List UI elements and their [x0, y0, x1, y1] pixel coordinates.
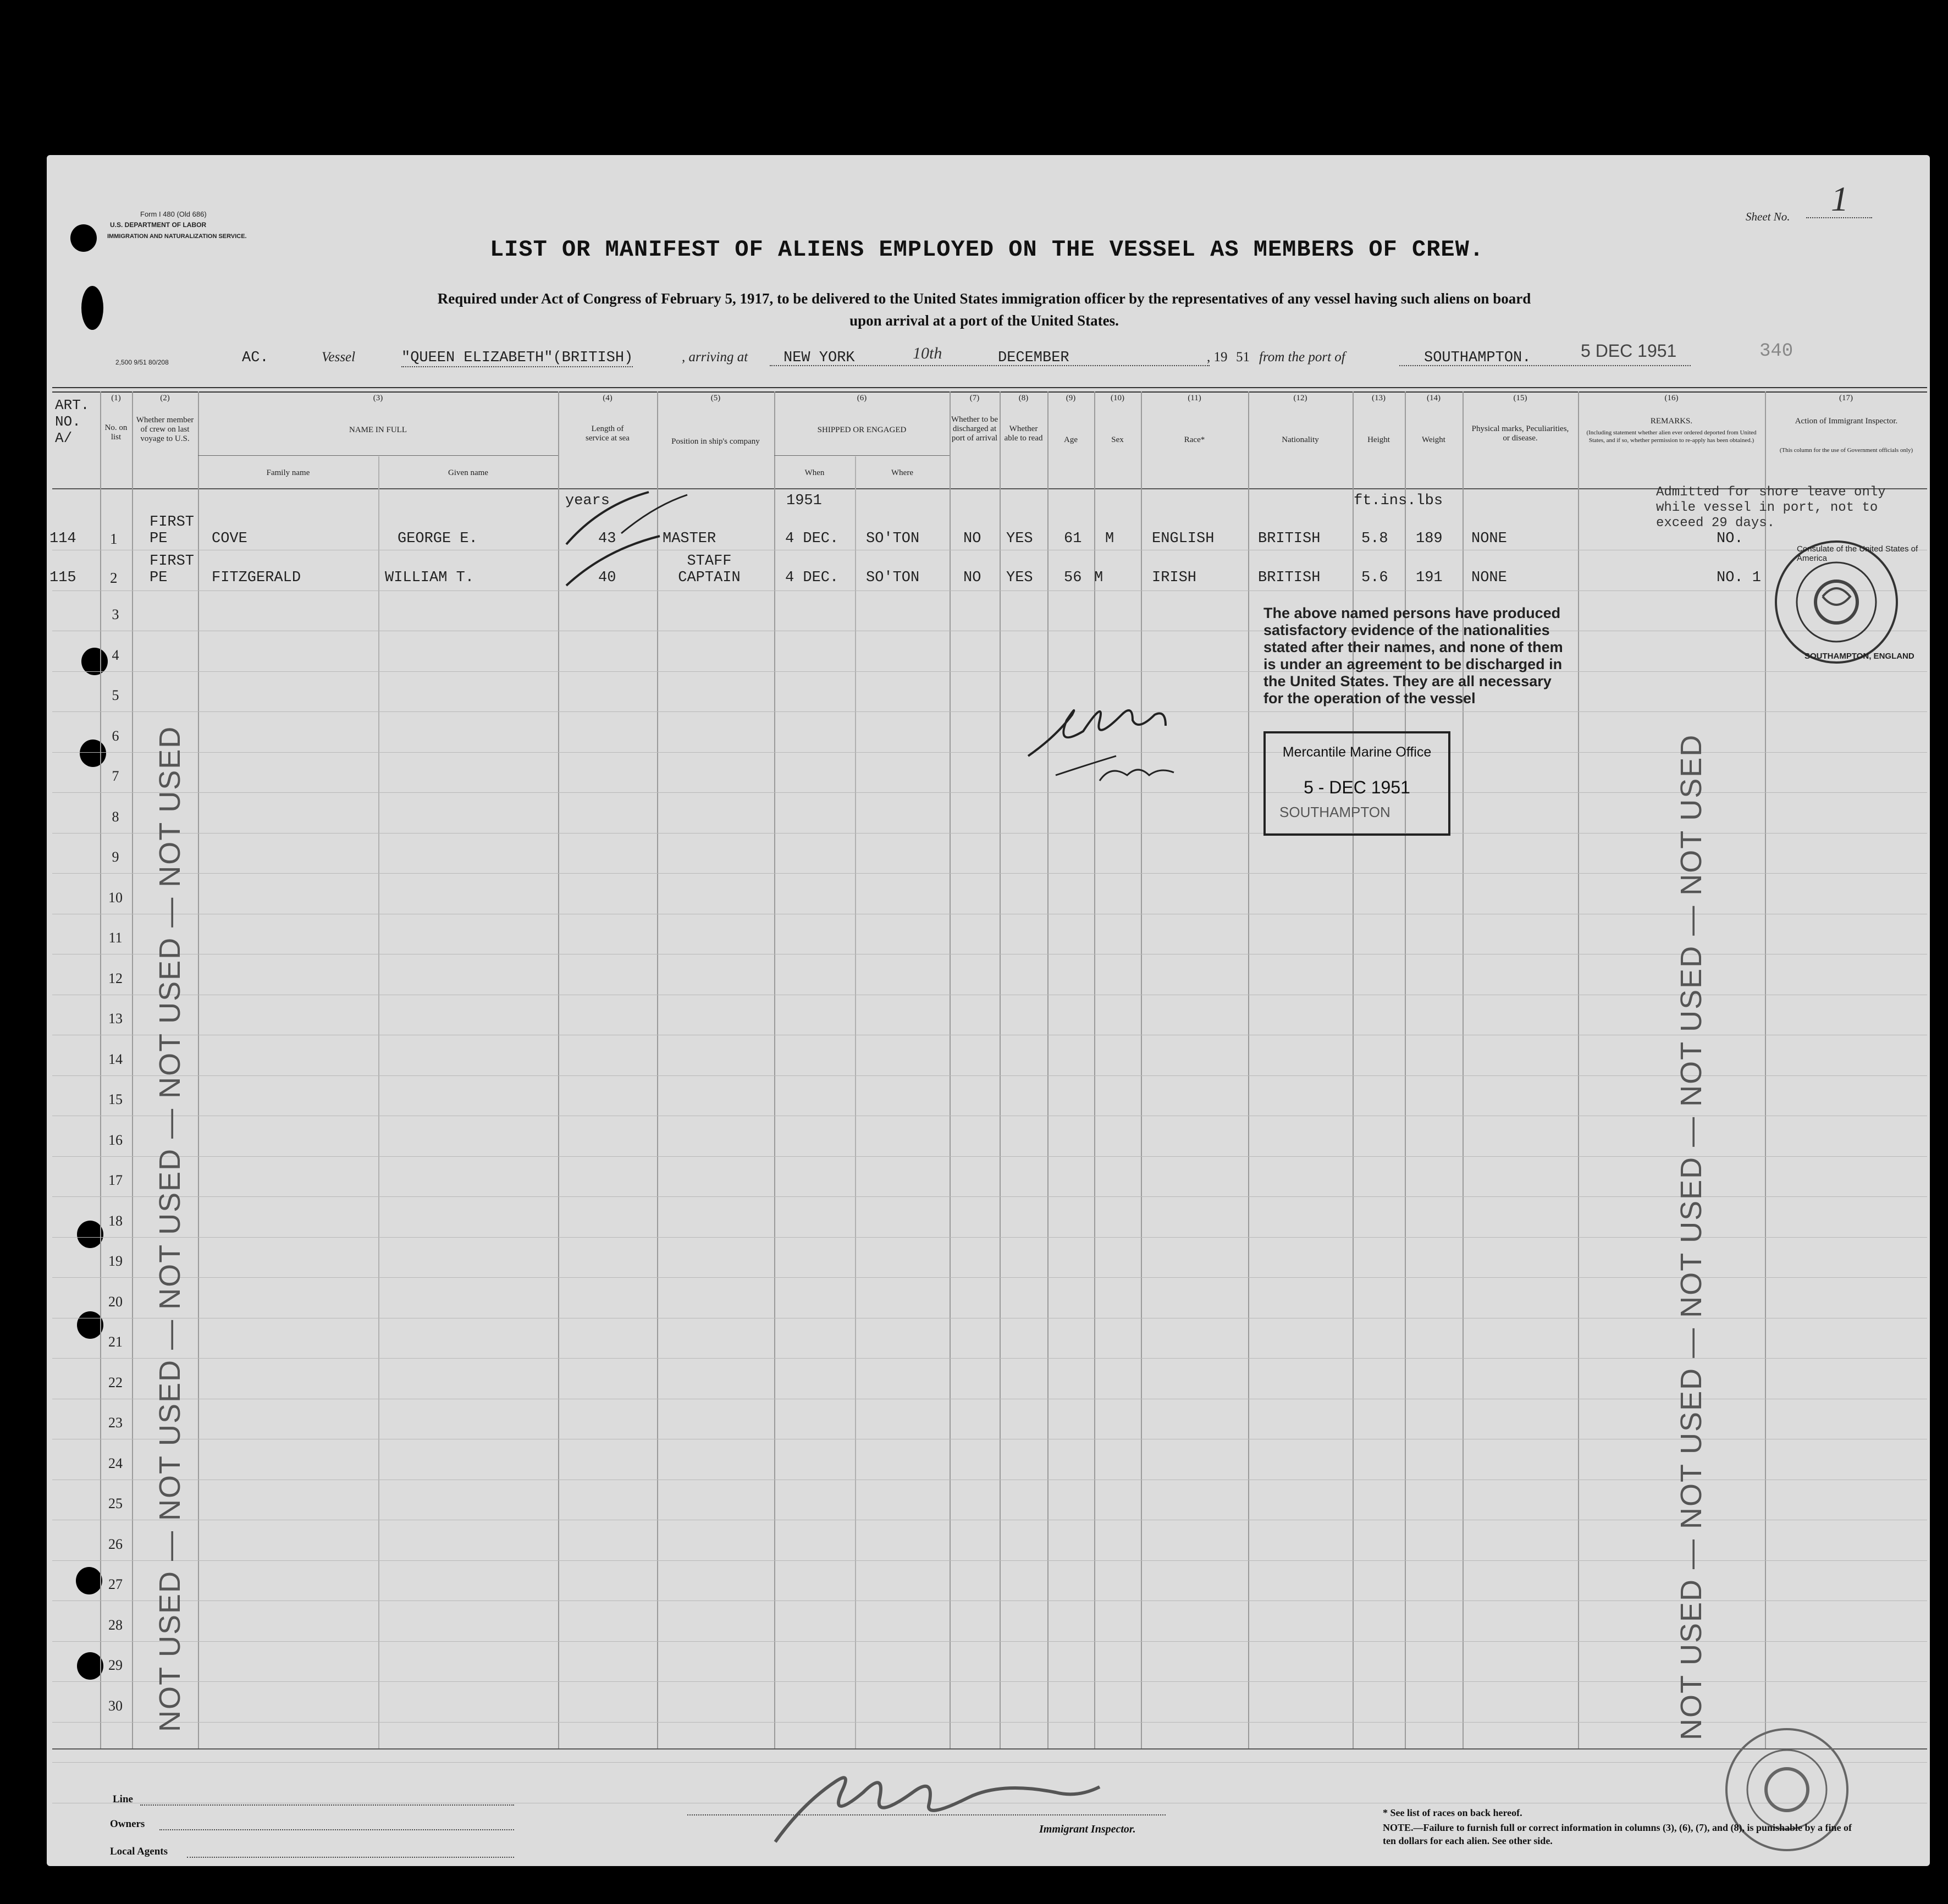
footer-line-label: Line — [113, 1793, 133, 1805]
page-title: LIST OR MANIFEST OF ALIENS EMPLOYED ON THE VESSEL AS MEMBERS OF CREW. — [489, 236, 1485, 263]
col-7-number: (7) — [969, 394, 980, 402]
vessel-label: Vessel — [322, 350, 356, 365]
col-13-number: (13) — [1372, 394, 1386, 402]
col-12-number: (12) — [1293, 394, 1307, 402]
col-14-header: Weight — [1422, 435, 1445, 444]
col-8-number: (8) — [1018, 394, 1029, 402]
row-number: 7 — [112, 768, 119, 784]
col-6-where-header: Where — [891, 468, 913, 477]
departure-port: SOUTHAMPTON. — [1424, 350, 1531, 366]
ac-label: AC. — [242, 350, 269, 366]
nationality-certification: The above named persons have produced satisfactory evidence of the nationalities stated after their names, and none of them is under an agreement to be discharged in the United States. They are all necessary for the operation of the vessel — [1263, 605, 1563, 707]
form-number: Form I 480 (Old 686) — [140, 210, 207, 218]
row-rule — [52, 1681, 1927, 1682]
row-rule — [52, 711, 1927, 712]
row-number: 28 — [108, 1616, 123, 1633]
row-rule — [52, 752, 1927, 753]
row-2-where: SO'TON — [866, 570, 920, 586]
row-2-sex: M — [1094, 570, 1103, 586]
print-code: 2,500 9/51 80/208 — [115, 358, 169, 366]
consulate-seal-top: Consulate of the United States of America — [1797, 544, 1918, 563]
col-7-header: Whether to be discharged at port of arrival — [951, 415, 998, 443]
consulate-seal-bottom: SOUTHAMPTON, ENGLAND — [1804, 652, 1914, 661]
row-number: 18 — [108, 1212, 123, 1229]
row-rule — [52, 1196, 1927, 1197]
row-number: 9 — [112, 849, 119, 865]
row-1-no: 1 — [110, 531, 118, 547]
row-number: 22 — [108, 1374, 123, 1390]
col-15-header: Physical marks, Peculiarities, or disease. — [1471, 424, 1569, 443]
row-number: 6 — [112, 727, 119, 744]
handwritten-service-marks — [555, 484, 698, 594]
remarks-note: Admitted for shore leave only while vessel in port, not to exceed 29 days. — [1656, 485, 1886, 531]
row-1-discharged: NO — [963, 531, 981, 547]
row-rule — [52, 1722, 1927, 1723]
row-2-marks: NONE — [1471, 570, 1507, 586]
col-3-family-header: Family name — [266, 468, 310, 477]
row-number: 21 — [108, 1334, 123, 1350]
row-1-weight: 189 — [1416, 531, 1443, 547]
row-2-family-name: FITZGERALD — [212, 570, 301, 586]
row-2-when: 4 DEC. — [785, 570, 839, 586]
col-17-header: Action of Immigrant Inspector. — [1795, 417, 1898, 426]
row-number: 11 — [108, 930, 123, 946]
row-1-where: SO'TON — [866, 531, 920, 547]
col-11-number: (11) — [1188, 394, 1201, 402]
col-12-header: Nationality — [1282, 435, 1319, 444]
row-2-nationality: BRITISH — [1258, 570, 1321, 586]
col-2-header: Whether member of crew on last voyage to U.S. — [136, 416, 194, 443]
sheet-code: 340 — [1759, 341, 1794, 362]
row-1-height: 5.8 — [1361, 531, 1388, 547]
arrival-day: 10th — [913, 344, 942, 362]
row-1-position: MASTER — [663, 531, 716, 547]
row-1-age: 61 — [1064, 531, 1082, 547]
art-code: A/ — [55, 430, 73, 446]
col-4-number: (4) — [603, 394, 612, 402]
row-rule — [52, 792, 1927, 793]
row-2-no: 2 — [110, 570, 118, 586]
row-rule — [52, 1641, 1927, 1642]
row-2-given-name: WILLIAM T. — [385, 570, 474, 586]
shipped-year: 1951 — [786, 493, 822, 509]
row-2-height: 5.6 — [1361, 570, 1388, 586]
row-number: 10 — [108, 889, 123, 906]
col-5-number: (5) — [710, 394, 721, 402]
row-2-weight: 191 — [1416, 570, 1443, 586]
art-no-label: NO. — [55, 413, 81, 430]
row-rule — [52, 1156, 1927, 1157]
row-number: 8 — [112, 808, 119, 825]
col-11-header: Race* — [1184, 435, 1205, 444]
row-rule — [52, 1277, 1927, 1278]
row-1-read: YES — [1006, 531, 1033, 547]
row-number: 15 — [108, 1091, 123, 1107]
arriving-label: , arriving at — [682, 350, 748, 365]
col-9-header: Age — [1064, 435, 1078, 444]
col-3-number: (3) — [373, 394, 383, 402]
row-number: 24 — [108, 1455, 123, 1471]
arrival-month: DECEMBER — [998, 350, 1069, 366]
sheet-label: Sheet No. — [1746, 210, 1790, 223]
footer-owners-label: Owners — [110, 1818, 145, 1830]
row-1-marks: NONE — [1471, 531, 1507, 547]
row-rule — [52, 1560, 1927, 1561]
inspector-label: Immigrant Inspector. — [1039, 1823, 1136, 1835]
service-label: IMMIGRATION AND NATURALIZATION SERVICE. — [107, 233, 247, 240]
punch-hole — [81, 286, 103, 330]
race-note: * See list of races on back hereof. — [1383, 1807, 1522, 1818]
year-prefix: , 19 — [1207, 350, 1228, 365]
col-2-number: (2) — [160, 394, 170, 402]
col-16-subheader: (Including statement whether alien ever ordered deported from United States, and if so, whether permission to re-apply has been obtained.) — [1586, 429, 1757, 444]
col-17-number: (17) — [1839, 394, 1853, 402]
row-2-age: 56 — [1064, 570, 1082, 586]
col-1-number: (1) — [111, 394, 121, 402]
footer-agents-label: Local Agents — [110, 1846, 168, 1857]
not-used-stamp-left: NOT USED — NOT USED — NOT USED — NOT USED — NOT USED — [153, 725, 186, 1732]
col-6-header: SHIPPED OR ENGAGED — [817, 426, 907, 434]
row-number: 16 — [108, 1132, 123, 1148]
row-2-last-voyage: FIRST PE — [150, 553, 195, 586]
subtitle-line-2: upon arrival at a port of the United States. — [849, 312, 1119, 329]
from-port-label: from the port of — [1259, 350, 1345, 365]
inspector-signature — [770, 1748, 1111, 1858]
col-3-given-header: Given name — [448, 468, 488, 477]
col-3-header: NAME IN FULL — [349, 426, 407, 434]
master-signature — [1023, 682, 1221, 792]
col-1-header: No. on list — [104, 423, 128, 441]
row-number: 20 — [108, 1293, 123, 1310]
punch-hole — [76, 1567, 102, 1594]
col-16-header: REMARKS. — [1650, 417, 1693, 426]
row-1-nationality: BRITISH — [1258, 531, 1321, 547]
row-number: 4 — [112, 647, 119, 663]
row-number: 13 — [108, 1011, 123, 1026]
year-value: 51 — [1236, 350, 1250, 365]
row-number: 14 — [108, 1051, 123, 1067]
row-rule — [52, 873, 1927, 874]
row-1-race: ENGLISH — [1152, 531, 1215, 547]
row-rule — [52, 590, 1927, 591]
col-15-number: (15) — [1513, 394, 1527, 402]
manifest-sheet — [47, 155, 1930, 1866]
row-number: 27 — [108, 1576, 123, 1592]
row-number: 3 — [112, 606, 119, 622]
row-1-last-voyage: FIRST PE — [150, 514, 195, 547]
row-1-family-name: COVE — [212, 531, 247, 547]
punch-hole — [70, 224, 97, 252]
service-unit: years — [565, 493, 610, 509]
row-1-sex: M — [1105, 531, 1114, 547]
row-rule — [52, 1358, 1927, 1359]
col-10-header: Sex — [1111, 435, 1124, 444]
row-1-when: 4 DEC. — [785, 531, 839, 547]
row-1-action: NO. — [1717, 531, 1743, 547]
row-number: 19 — [108, 1253, 123, 1269]
subtitle-line-1: Required under Act of Congress of February 5, 1917, to be delivered to the United States immigration officer by the representatives of any vessel having such aliens on board — [437, 290, 1531, 307]
row-1-art: 114 — [49, 531, 76, 547]
col-9-number: (9) — [1066, 394, 1076, 402]
col-5-header: Position in ship's company — [671, 437, 760, 446]
vessel-name: "QUEEN ELIZABETH"(BRITISH) — [401, 350, 633, 366]
row-rule — [52, 1237, 1927, 1238]
row-number: 26 — [108, 1536, 123, 1552]
mercantile-marine-office-stamp: Mercantile Marine Office 5 - DEC 1951 SOUTHAMPTON — [1263, 731, 1450, 836]
row-2-art: 115 — [49, 570, 76, 586]
sheet-number: 1 — [1831, 179, 1848, 218]
row-number: 23 — [108, 1415, 123, 1431]
department-label: U.S. DEPARTMENT OF LABOR — [110, 221, 207, 229]
col-17-subheader: (This column for the use of Government officials only) — [1779, 447, 1913, 454]
row-number: 17 — [108, 1172, 123, 1188]
col-10-number: (10) — [1111, 394, 1124, 402]
row-2-position: STAFF CAPTAIN — [678, 553, 741, 586]
arrival-port: NEW YORK — [783, 350, 855, 366]
col-16-number: (16) — [1664, 394, 1679, 402]
not-used-stamp-right: NOT USED — NOT USED — NOT USED — NOT USED — NOT USED — [1675, 733, 1708, 1740]
col-6-when-header: When — [804, 468, 825, 477]
row-1-service: 43 — [598, 531, 616, 547]
received-date-stamp: 5 DEC 1951 — [1581, 341, 1677, 361]
row-number: 30 — [108, 1697, 123, 1714]
row-2-action: NO. 1 — [1717, 570, 1762, 586]
row-2-discharged: NO — [963, 570, 981, 586]
row-number: 25 — [108, 1495, 123, 1511]
row-2-service: 40 — [598, 570, 616, 586]
col-4-header: Length of service at sea — [586, 424, 630, 443]
row-number: 29 — [108, 1657, 123, 1673]
row-2-race: IRISH — [1152, 570, 1197, 586]
art-label: ART. — [55, 397, 90, 413]
penalty-note: NOTE.—Failure to furnish full or correct information in columns (3), (6), (7), and (8), is punishable by a fine of ten dollars for each alien. See other side. — [1383, 1822, 1852, 1846]
row-number: 5 — [112, 687, 119, 703]
row-rule — [52, 671, 1927, 672]
row-2-read: YES — [1006, 570, 1033, 586]
row-rule — [52, 833, 1927, 834]
height-weight-units: ft.ins.lbs — [1354, 493, 1443, 509]
row-number: 12 — [108, 970, 123, 986]
col-8-header: Whether able to read — [1004, 424, 1043, 443]
col-13-header: Height — [1367, 435, 1390, 444]
col-14-number: (14) — [1427, 394, 1441, 402]
col-6-number: (6) — [857, 394, 867, 402]
row-1-given-name: GEORGE E. — [398, 531, 478, 547]
row-rule — [52, 1075, 1927, 1076]
